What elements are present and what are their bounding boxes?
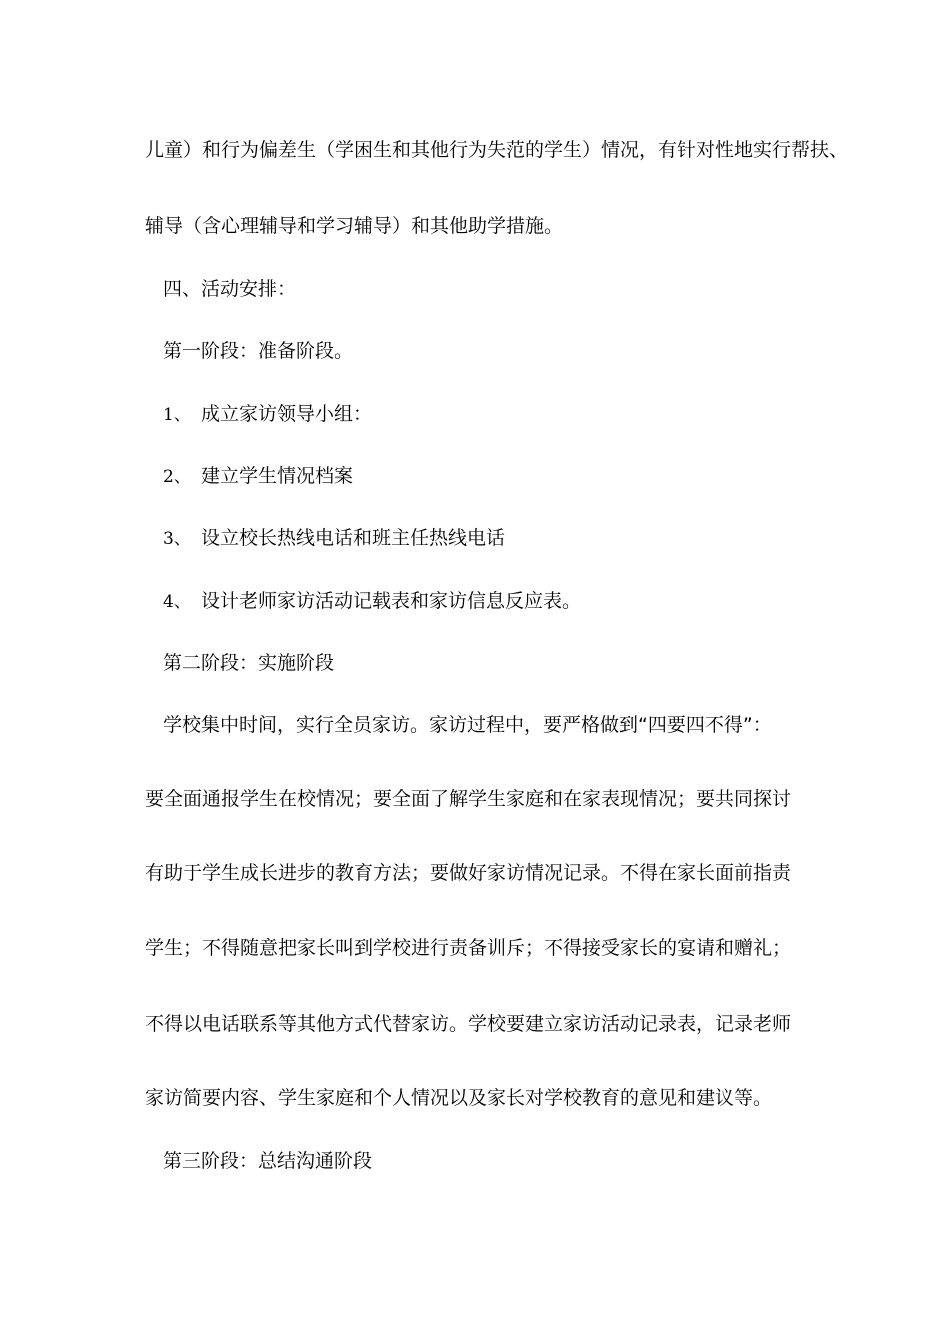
paragraph-line: 学校集中时间，实行全员家访。家访过程中，要严格做到“四要四不得”：: [163, 714, 772, 736]
stage-heading: 第二阶段：实施阶段: [163, 652, 335, 674]
list-item-number: 3、: [163, 529, 191, 549]
list-item: [163, 401, 372, 428]
stage-heading: 第三阶段：总结沟通阶段: [163, 1150, 373, 1172]
list-item-number: 4、: [163, 592, 191, 612]
paragraph-line: 辅导（含心理辅导和学习辅导）和其他助学措施。: [145, 215, 564, 237]
paragraph-line: 学生；不得随意把家长叫到学校进行责备训斥；不得接受家长的宴请和赠礼；: [145, 937, 792, 959]
list-item-text: 成立家访领导小组：: [201, 403, 373, 425]
list-item: [163, 588, 581, 615]
paragraph-line: 有助于学生成长进步的教育方法；要做好家访情况记录。不得在家长面前指责: [145, 862, 792, 884]
list-item-text: 建立学生情况档案: [201, 465, 354, 487]
paragraph-line: 儿童）和行为偏差生（学困生和其他行为失范的学生）情况，有针对性地实行帮扶、: [145, 139, 849, 161]
stage-heading: 第一阶段：准备阶段。: [163, 340, 354, 362]
list-item-text: 设计老师家访活动记载表和家访信息反应表。: [201, 590, 582, 612]
paragraph-line: 要全面通报学生在校情况；要全面了解学生家庭和在家表现情况；要共同探讨: [145, 788, 792, 810]
paragraph-line: 不得以电话联系等其他方式代替家访。学校要建立家访活动记录表，记录老师: [145, 1013, 792, 1035]
list-item-text: 设立校长热线电话和班主任热线电话: [201, 527, 506, 549]
list-item-number: 1、: [163, 405, 191, 425]
paragraph-line: 家访简要内容、学生家庭和个人情况以及家长对学校教育的意见和建议等。: [145, 1087, 773, 1109]
list-item: [163, 525, 505, 552]
section-heading: 四、活动安排：: [163, 278, 297, 300]
list-item: [163, 463, 353, 490]
list-item-number: 2、: [163, 467, 191, 487]
